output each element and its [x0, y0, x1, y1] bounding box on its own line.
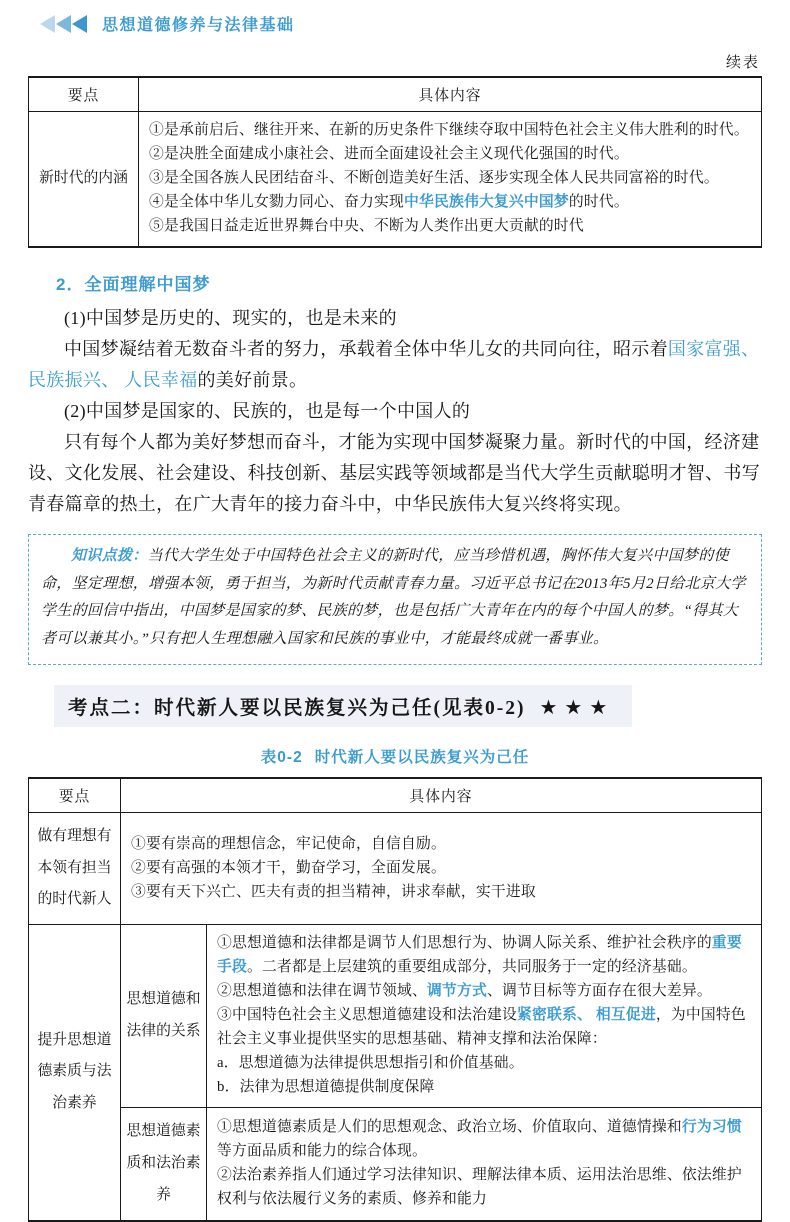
table-row [29, 1108, 762, 1221]
text-segment: ，为中国特色社会主义事业提供坚实的思想基础、精神支撑和法治保障： [217, 1007, 746, 1048]
content-item [217, 1116, 751, 1164]
tip-text: 当代大学生处于中国特色社会主义的新时代，应当珍惜机遇，胸怀伟大复兴中国梦的使命，坚定理想，增强本领，勇于担当，为新时代贡献青春力量。习近平总书记在2013年5月2日给北京大学学生的回信中指出，中国梦是国家的梦、民族的梦，也是包括广大青年在内的每个中国人的梦。“得其大者可以兼其小。”只有把人生理想融入国家和民族的事业中，才能最终成就一番事业。 [41, 547, 746, 648]
col-header-keypoint: 要点 [29, 77, 139, 112]
exam-point-heading [54, 685, 632, 727]
table-0-2 [28, 777, 762, 1222]
section-heading: 2．全面理解中国梦 [56, 274, 211, 294]
content-item [131, 857, 751, 881]
continued-table-label: 续表 [725, 55, 760, 71]
content-item [149, 143, 751, 167]
text-segment: ⑤是我国日益走近世界舞台中央、不断为人类作出更大贡献的时代 [149, 217, 584, 234]
text-segment: 。二者都是上层建筑的重要组成部分，共同服务于一定的经济基础。 [247, 959, 697, 976]
knowledge-tip-box [28, 534, 762, 665]
col-header-keypoint: 要点 [29, 778, 121, 813]
text-segment: 的美好前景。 [197, 369, 308, 390]
page-header [28, 0, 762, 35]
book-title: 思想道德修养与法律基础 [102, 17, 295, 34]
row-content-cell [207, 925, 762, 1108]
table-caption-title: 时代新人要以民族复兴为己任 [314, 748, 530, 766]
content-item [217, 1052, 751, 1076]
content-item [217, 1004, 751, 1052]
text-segment: (1)中国梦是历史的、现实的，也是未来的 [64, 307, 397, 328]
content-item [149, 167, 751, 191]
table-header-row [29, 778, 762, 813]
text-segment: ③要有天下兴亡、匹夫有责的担当精神，讲求奉献，实干进取 [131, 883, 536, 900]
text-segment: ①思想道德和法律都是调节人们思想行为、协调人际关系、维护社会秩序的 [217, 935, 712, 952]
highlighted-phrase: 紧密联系、 相互促进 [516, 1007, 656, 1024]
table-row [29, 925, 762, 1108]
content-item [149, 215, 751, 239]
text-segment: (2)中国梦是国家的、民族的，也是每一个中国人的 [64, 400, 471, 421]
subrow-key-cell: 思想道德和法律的关系 [121, 925, 207, 1108]
subrow-key-cell: 思想道德素质和法治素养 [121, 1108, 207, 1221]
text-segment: ④是全体中华儿女勠力同心、奋力实现 [149, 193, 404, 210]
table-row [29, 812, 762, 924]
content-item [131, 833, 751, 857]
content-item [131, 881, 751, 905]
content-item [149, 191, 751, 215]
triple-left-arrows-icon [40, 15, 88, 33]
left-arrow-icon [72, 15, 87, 33]
text-segment: 、调节目标等方面存在很大差异。 [486, 983, 712, 1000]
text-segment: 等方面品质和能力的综合体现。 [217, 1142, 427, 1159]
content-item [217, 1076, 751, 1100]
paragraph [28, 334, 762, 396]
row-content-cell [121, 812, 762, 924]
text-segment: ②要有高强的本领才干，勤奋学习，全面发展。 [131, 859, 446, 876]
content-item [217, 932, 751, 980]
table-row [29, 112, 762, 247]
text-segment: ②思想道德和法律在调节领域、 [217, 983, 427, 1000]
table-header-row [29, 77, 762, 112]
text-segment: ②是决胜全面建成小康社会、进而全面建设社会主义现代化强国的时代。 [149, 145, 629, 162]
row-key-cell: 做有理想有本领有担当的时代新人 [29, 812, 121, 924]
text-segment: ①是承前启后、继往开来、在新的历史条件下继续夺取中国特色社会主义伟大胜利的时代。 [149, 122, 749, 138]
content-item [217, 1164, 751, 1212]
content-item [217, 980, 751, 1004]
text-segment: 的时代。 [568, 193, 629, 210]
text-segment: ①思想道德素质是人们的思想观念、政治立场、价值取向、道德情操和 [217, 1118, 682, 1135]
tip-label: 知识点拨： [71, 547, 148, 564]
col-header-content: 具体内容 [121, 778, 762, 813]
table-caption [28, 745, 762, 767]
highlighted-phrase: 国家富强、 民族振兴、 人民幸福 [28, 338, 760, 390]
row-content-cell [139, 112, 762, 247]
highlighted-phrase: 行为习惯 [681, 1118, 742, 1135]
text-segment: b．法律为思想道德提供制度保障 [217, 1079, 435, 1096]
content-item [149, 119, 751, 143]
three-stars-icon: ★★★ [539, 696, 615, 719]
paragraph [28, 396, 762, 427]
table-new-era-continued [28, 76, 762, 248]
paragraph [28, 303, 762, 334]
highlighted-phrase: 中华民族伟大复兴中国梦 [403, 193, 569, 210]
text-segment: a．思想道德为法律提供思想指引和价值基础。 [217, 1055, 524, 1072]
row-key-cell: 新时代的内涵 [29, 112, 139, 247]
table-caption-label: 表0-2 [260, 748, 303, 766]
highlighted-phrase: 重要手段 [217, 935, 742, 976]
highlighted-phrase: 调节方式 [426, 983, 487, 1000]
left-arrow-icon [56, 15, 71, 33]
text-segment: ②法治素养指人们通过学习法律知识、理解法律本质、运用法治思维、依法维护权利与依法履行义务的素质、修养和能力 [217, 1166, 742, 1207]
text-segment: 中国梦凝结着无数奋斗者的努力，承载着全体中华儿女的共同向往，昭示着 [64, 338, 668, 359]
text-segment: ③是全国各族人民团结奋斗、不断创造美好生活、逐步实现全体人民共同富裕的时代。 [149, 169, 719, 186]
paragraph [28, 427, 762, 520]
row-content-cell [207, 1108, 762, 1221]
text-segment: ①要有崇高的理想信念，牢记使命，自信自励。 [131, 835, 446, 852]
col-header-content: 具体内容 [139, 77, 762, 112]
row-key-cell: 提升思想道德素质与法治素养 [29, 925, 121, 1221]
text-segment: ③中国特色社会主义思想道德建设和法治建设 [217, 1007, 517, 1024]
left-arrow-icon [40, 15, 55, 33]
exam-point-text: 考点二：时代新人要以民族复兴为己任(见表0-2) [68, 697, 526, 719]
text-segment: 只有每个人都为美好梦想而奋斗，才能为实现中国梦凝聚力量。新时代的中国，经济建设、文化发展、社会建设、科技创新、基层实践等领域都是当代大学生贡献聪明才智、书写青春篇章的热土，在广大青年的接力奋斗中，中华民族伟大复兴终将实现。 [28, 431, 760, 514]
